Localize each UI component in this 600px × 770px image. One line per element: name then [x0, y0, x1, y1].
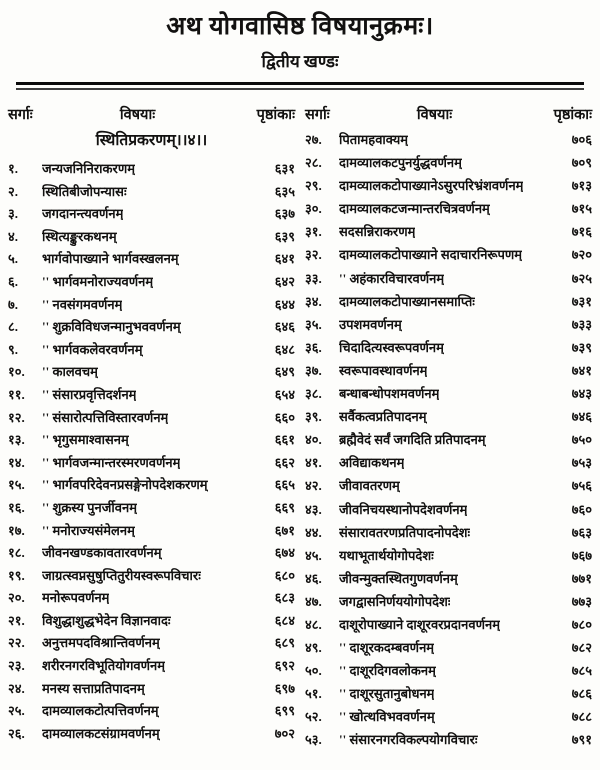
toc-row [305, 728, 592, 751]
toc-row [8, 294, 295, 317]
toc-row [305, 243, 592, 266]
left-column-header [8, 104, 295, 126]
toc-row [305, 151, 592, 174]
entry-number: २. [8, 183, 19, 199]
entry-page: ६६० [274, 409, 295, 425]
header-divider [16, 82, 584, 90]
entry-number: २७. [305, 132, 322, 147]
toc-row [305, 174, 592, 197]
toc-row [305, 590, 592, 613]
entry-page: ६९२ [274, 658, 295, 674]
page-title: अथ योगवासिष्ठ विषयानुक्रमः। [166, 13, 434, 40]
entry-subject: जाग्रत्स्वप्नसुषुप्तितुरीयस्वरूपविचारः [42, 567, 201, 583]
entry-number: १३. [8, 432, 25, 448]
entry-page: ७१६ [571, 224, 592, 240]
entry-page: ७०९ [571, 155, 592, 171]
entry-subject: '' खोत्थविभववर्णनम् [339, 709, 435, 725]
entry-subject: दामव्यालकटपुनर्युद्धवर्णनम् [339, 155, 462, 171]
toc-row [8, 248, 295, 271]
entry-subject: दामव्यालकटसंग्रामवर्णनम् [42, 725, 160, 741]
toc-row [305, 220, 592, 243]
entry-subject: '' भार्गवपरिदेवनप्रसङ्गेनोपदेशकरणम् [42, 477, 208, 493]
toc-row [305, 290, 592, 313]
entry-number: ३४. [305, 293, 322, 309]
entry-page: ७१५ [571, 201, 592, 217]
entry-subject: '' संसारनगरविकल्पयोगविचारः [339, 732, 478, 748]
toc-row [8, 158, 295, 181]
toc-row [305, 128, 592, 151]
entry-number: २६. [8, 725, 25, 741]
entry-subject: जगद्वासनिर्णययोगोपदेशः [339, 593, 451, 609]
entry-subject: '' भार्गवकलेवरवर्णनम् [42, 341, 143, 357]
entry-page: ७५३ [571, 455, 592, 471]
entry-number: ३९. [305, 409, 322, 425]
divider-thick-line [16, 82, 584, 85]
entry-subject: भार्गवोपाख्याने भार्गवस्खलनम् [42, 251, 179, 267]
entry-page: ६३५ [274, 183, 295, 199]
entry-number: ४८. [305, 616, 322, 632]
entry-subject: संसारावतरणप्रतिपादनोपदेशः [339, 524, 471, 540]
entry-page: ७७१ [571, 570, 592, 586]
entry-number: ३२. [305, 247, 322, 263]
entry-number: ११. [8, 386, 25, 402]
entry-page: ६६५ [274, 477, 295, 493]
entry-page: ७८६ [571, 686, 592, 702]
entry-page: ६३१ [274, 161, 295, 176]
entry-number: ६. [8, 273, 19, 289]
toc-row [8, 497, 295, 520]
toc-row [305, 521, 592, 544]
toc-row [305, 613, 592, 636]
toc-row [8, 520, 295, 543]
entry-subject: मनोरूपवर्णनम् [42, 590, 110, 606]
toc-row [305, 267, 592, 290]
entry-subject: यथाभूतार्थयोगोपदेशः [339, 547, 434, 563]
entry-number: १७. [8, 522, 25, 538]
entry-page: ७३९ [571, 339, 592, 355]
entry-subject: '' शुक्रस्य पुनर्जीवनम् [42, 499, 137, 515]
left-column [8, 104, 295, 752]
toc-row [8, 226, 295, 249]
entry-number: ५३. [305, 732, 322, 748]
entry-number: ४६. [305, 570, 322, 586]
entry-page: ६३७ [274, 206, 295, 222]
entry-number: १५. [8, 477, 25, 493]
toc-row [305, 659, 592, 682]
entry-number: ९. [8, 341, 19, 357]
entry-page: ७३३ [571, 316, 592, 332]
entry-subject: '' दाशूरदिगवलोकनम् [339, 663, 436, 679]
entry-page: ७२५ [571, 270, 592, 286]
entry-subject: '' दाशूरकदम्बवर्णनम् [339, 640, 435, 656]
toc-row [8, 655, 295, 678]
toc-row [8, 384, 295, 407]
entry-number: १९. [8, 567, 25, 583]
entry-number: १०. [8, 364, 25, 380]
entry-number: २९. [305, 178, 322, 194]
toc-row [8, 587, 295, 610]
entry-number: ४५. [305, 547, 322, 563]
entry-number: ५१. [305, 686, 322, 702]
left-column-rows [8, 158, 295, 745]
toc-row [8, 316, 295, 339]
entry-number: २३. [8, 658, 25, 674]
entry-number: ८. [8, 319, 19, 335]
entry-subject: '' अहंकारविचारवर्णनम् [339, 270, 445, 286]
entry-subject: मनस्य सत्ताप्रतिपादनम् [42, 680, 145, 696]
serial-header: सर्गाः [8, 107, 33, 123]
entry-subject: विशुद्धाशुद्धभेदेन विज्ञानवादः [42, 612, 171, 628]
entry-number: ४३. [305, 501, 322, 517]
entry-number: ७. [8, 296, 19, 312]
entry-page: ७३१ [571, 293, 592, 309]
entry-page: ६४१ [274, 251, 295, 267]
entry-number: ४९. [305, 640, 322, 656]
entry-subject: पितामहवाक्यम् [339, 132, 409, 147]
subject-header: विषयाः [416, 107, 453, 123]
entry-number: ४. [8, 228, 19, 244]
entry-number: ३०. [305, 201, 322, 217]
toc-row [305, 682, 592, 705]
entry-subject: '' नवसंगमवर्णनम् [42, 296, 123, 312]
entry-page: ६८३ [274, 590, 295, 606]
entry-number: ३३. [305, 270, 322, 286]
toc-columns [0, 90, 600, 752]
toc-row [305, 382, 592, 405]
entry-subject: दामव्यालकटोत्पत्तिवर्णनम् [42, 703, 159, 719]
toc-row [8, 565, 295, 588]
section-heading: स्थितिप्रकरणम्।।४।। [95, 132, 208, 149]
entry-number: २२. [8, 635, 25, 651]
page-number-header: पृष्ठांकाः [553, 107, 592, 123]
entry-subject: जन्यजनिनिराकरणम् [42, 161, 135, 176]
entry-number: ३७. [305, 362, 322, 378]
toc-row [305, 498, 592, 521]
toc-row [8, 339, 295, 362]
entry-page: ७७३ [571, 593, 592, 609]
right-column [305, 104, 592, 752]
entry-subject: ब्रह्मैवेदं सर्वं जगदिति प्रतिपादनम् [339, 432, 486, 448]
entry-page: ६४२ [274, 273, 295, 289]
entry-number: १८. [8, 545, 25, 561]
entry-number: ३. [8, 206, 19, 222]
entry-page: ७८० [571, 616, 592, 632]
serial-header: सर्गाः [305, 107, 330, 123]
entry-number: २१. [8, 612, 25, 628]
entry-subject: '' भृगुसमाश्वासनम् [42, 432, 129, 448]
entry-subject: जीवावतरणम् [339, 478, 400, 494]
entry-subject: जीवन्मुक्तस्थितगुणवर्णनम् [339, 570, 458, 586]
entry-number: ३५. [305, 316, 322, 332]
toc-row [305, 451, 592, 474]
entry-subject: अविद्याकथनम् [339, 455, 405, 471]
entry-number: ५२. [305, 709, 322, 725]
entry-page: ६९९ [274, 703, 295, 719]
entry-page: ७६३ [571, 524, 592, 540]
entry-number: ४२. [305, 478, 322, 494]
entry-page: ६८० [274, 567, 295, 583]
entry-page: ७८२ [571, 640, 592, 656]
toc-row [8, 271, 295, 294]
entry-subject: दामव्यालकटोपाख्यानेऽसुरपरिभ्रंशवर्णनम् [339, 178, 524, 194]
entry-page: ६४९ [274, 364, 295, 380]
entry-page: ६४८ [274, 341, 295, 357]
entry-subject: दाशूरोपाख्याने दाशूरवरप्रदानवर्णनम् [339, 616, 500, 632]
entry-page: ७८८ [571, 709, 592, 725]
entry-number: २५. [8, 703, 25, 719]
entry-number: ४०. [305, 432, 322, 448]
entry-subject: स्वरूपावस्थावर्णनम् [339, 362, 428, 378]
toc-row [305, 474, 592, 497]
entry-page: ६९७ [274, 680, 295, 696]
entry-subject: शरीरनगरविभूतियोगवर्णनम् [42, 658, 166, 674]
entry-subject: चिदादित्यस्वरूपवर्णनम् [339, 339, 444, 355]
subject-header: विषयाः [119, 107, 156, 123]
entry-page: ७६० [571, 501, 592, 517]
toc-row [8, 452, 295, 475]
entry-number: २४. [8, 680, 25, 696]
entry-subject: '' कालवचम् [42, 364, 98, 380]
toc-row [8, 542, 295, 565]
toc-row [8, 474, 295, 497]
entry-page: ६६९ [274, 499, 295, 515]
entry-subject: '' संसारोत्पत्तिविस्तारवर्णनम् [42, 409, 169, 425]
entry-number: ५. [8, 251, 19, 267]
page-subtitle: द्वितीय खण्डः [261, 52, 339, 71]
toc-row [305, 636, 592, 659]
entry-page: ६७१ [274, 522, 295, 538]
entry-page: ६३९ [274, 228, 295, 244]
entry-page: ७९१ [571, 732, 592, 748]
entry-subject: सदसन्निराकरणम् [339, 224, 416, 240]
toc-row [8, 610, 295, 633]
entry-subject: '' दाशूरसुतानुबोधनम् [339, 686, 435, 702]
entry-page: ६६२ [274, 454, 295, 470]
toc-row [305, 567, 592, 590]
toc-row [8, 723, 295, 746]
entry-number: १४. [8, 454, 25, 470]
right-column-header [305, 104, 592, 126]
entry-number: ४४. [305, 524, 322, 540]
toc-row [305, 336, 592, 359]
entry-subject: '' भार्गवजन्मान्तरस्मरणवर्णनम् [42, 454, 181, 470]
entry-number: ३१. [305, 224, 322, 240]
entry-subject: उपशमवर्णनम् [339, 316, 402, 332]
entry-subject: जीवनखण्डकावतारवर्णनम् [42, 545, 162, 561]
entry-page: ७४१ [571, 362, 592, 378]
entry-subject: स्थितिबीजोपन्यासः [42, 183, 127, 199]
entry-page: ७२० [571, 247, 592, 263]
toc-row [8, 429, 295, 452]
entry-page: ७४३ [571, 386, 592, 402]
toc-row [305, 359, 592, 382]
entry-page: ७१३ [571, 178, 592, 194]
entry-page: ६४४ [274, 296, 295, 312]
toc-row [305, 428, 592, 451]
toc-row [8, 361, 295, 384]
page-number-header: पृष्ठांकाः [256, 107, 295, 123]
toc-row [305, 197, 592, 220]
toc-row [305, 405, 592, 428]
entry-page: ७०२ [274, 725, 295, 741]
entry-number: २८. [305, 155, 322, 171]
entry-number: २०. [8, 590, 25, 606]
entry-subject: सर्वैकत्वप्रतिपादनम् [339, 409, 427, 425]
entry-subject: '' भार्गवमनोराज्यवर्णनम् [42, 273, 154, 289]
toc-row [8, 700, 295, 723]
entry-number: ५०. [305, 663, 322, 679]
entry-subject: स्थित्यङ्कुरकथनम् [42, 228, 117, 244]
entry-subject: अनुत्तमपदविश्रान्तिवर्णनम् [42, 635, 160, 651]
entry-page: ६७४ [274, 545, 295, 561]
entry-number: ४७. [305, 593, 322, 609]
toc-row [305, 313, 592, 336]
entry-subject: दामव्यालकटोपाख्यानसमाप्तिः [339, 293, 475, 309]
entry-page: ७५६ [571, 478, 592, 494]
entry-page: ६८४ [274, 612, 295, 628]
entry-page: ६६१ [274, 432, 295, 448]
divider-thin-line [16, 88, 584, 90]
entry-subject: जगदानन्त्यवर्णनम् [42, 206, 124, 222]
entry-subject: '' मनोराज्यसंमेलनम् [42, 522, 135, 538]
entry-number: ३६. [305, 339, 322, 355]
entry-subject: जीवनिचयस्थानोपदेशवर्णनम् [339, 501, 468, 517]
entry-page: ६५४ [274, 386, 295, 402]
entry-subject: दामव्यालकटोपाख्याने सदाचारनिरूपणम् [339, 247, 523, 263]
toc-row [8, 203, 295, 226]
toc-row [305, 544, 592, 567]
entry-number: १२. [8, 409, 25, 425]
toc-row [8, 407, 295, 430]
toc-row [8, 678, 295, 701]
entry-number: ३८. [305, 386, 322, 402]
entry-page: ७८५ [571, 663, 592, 679]
entry-number: १६. [8, 499, 25, 515]
toc-row [8, 181, 295, 204]
right-column-rows [305, 128, 592, 752]
entry-subject: '' शुक्रविविधजन्मानुभववर्णनम् [42, 319, 181, 335]
entry-subject: दामव्यालकटजन्मान्तरचित्रवर्णनम् [339, 201, 490, 217]
entry-subject: बन्धाबन्धोपशमवर्णनम् [339, 386, 440, 402]
entry-page: ६४६ [274, 319, 295, 335]
entry-page: ६८९ [274, 635, 295, 651]
entry-page: ७०६ [571, 132, 592, 147]
entry-number: १. [8, 161, 19, 176]
entry-page: ७६७ [571, 547, 592, 563]
entry-subject: '' संसारप्रवृत्तिदर्शनम् [42, 386, 137, 402]
toc-row [8, 632, 295, 655]
toc-row [305, 705, 592, 728]
entry-page: ७५० [571, 432, 592, 448]
entry-number: ४१. [305, 455, 322, 471]
entry-page: ७४६ [571, 409, 592, 425]
